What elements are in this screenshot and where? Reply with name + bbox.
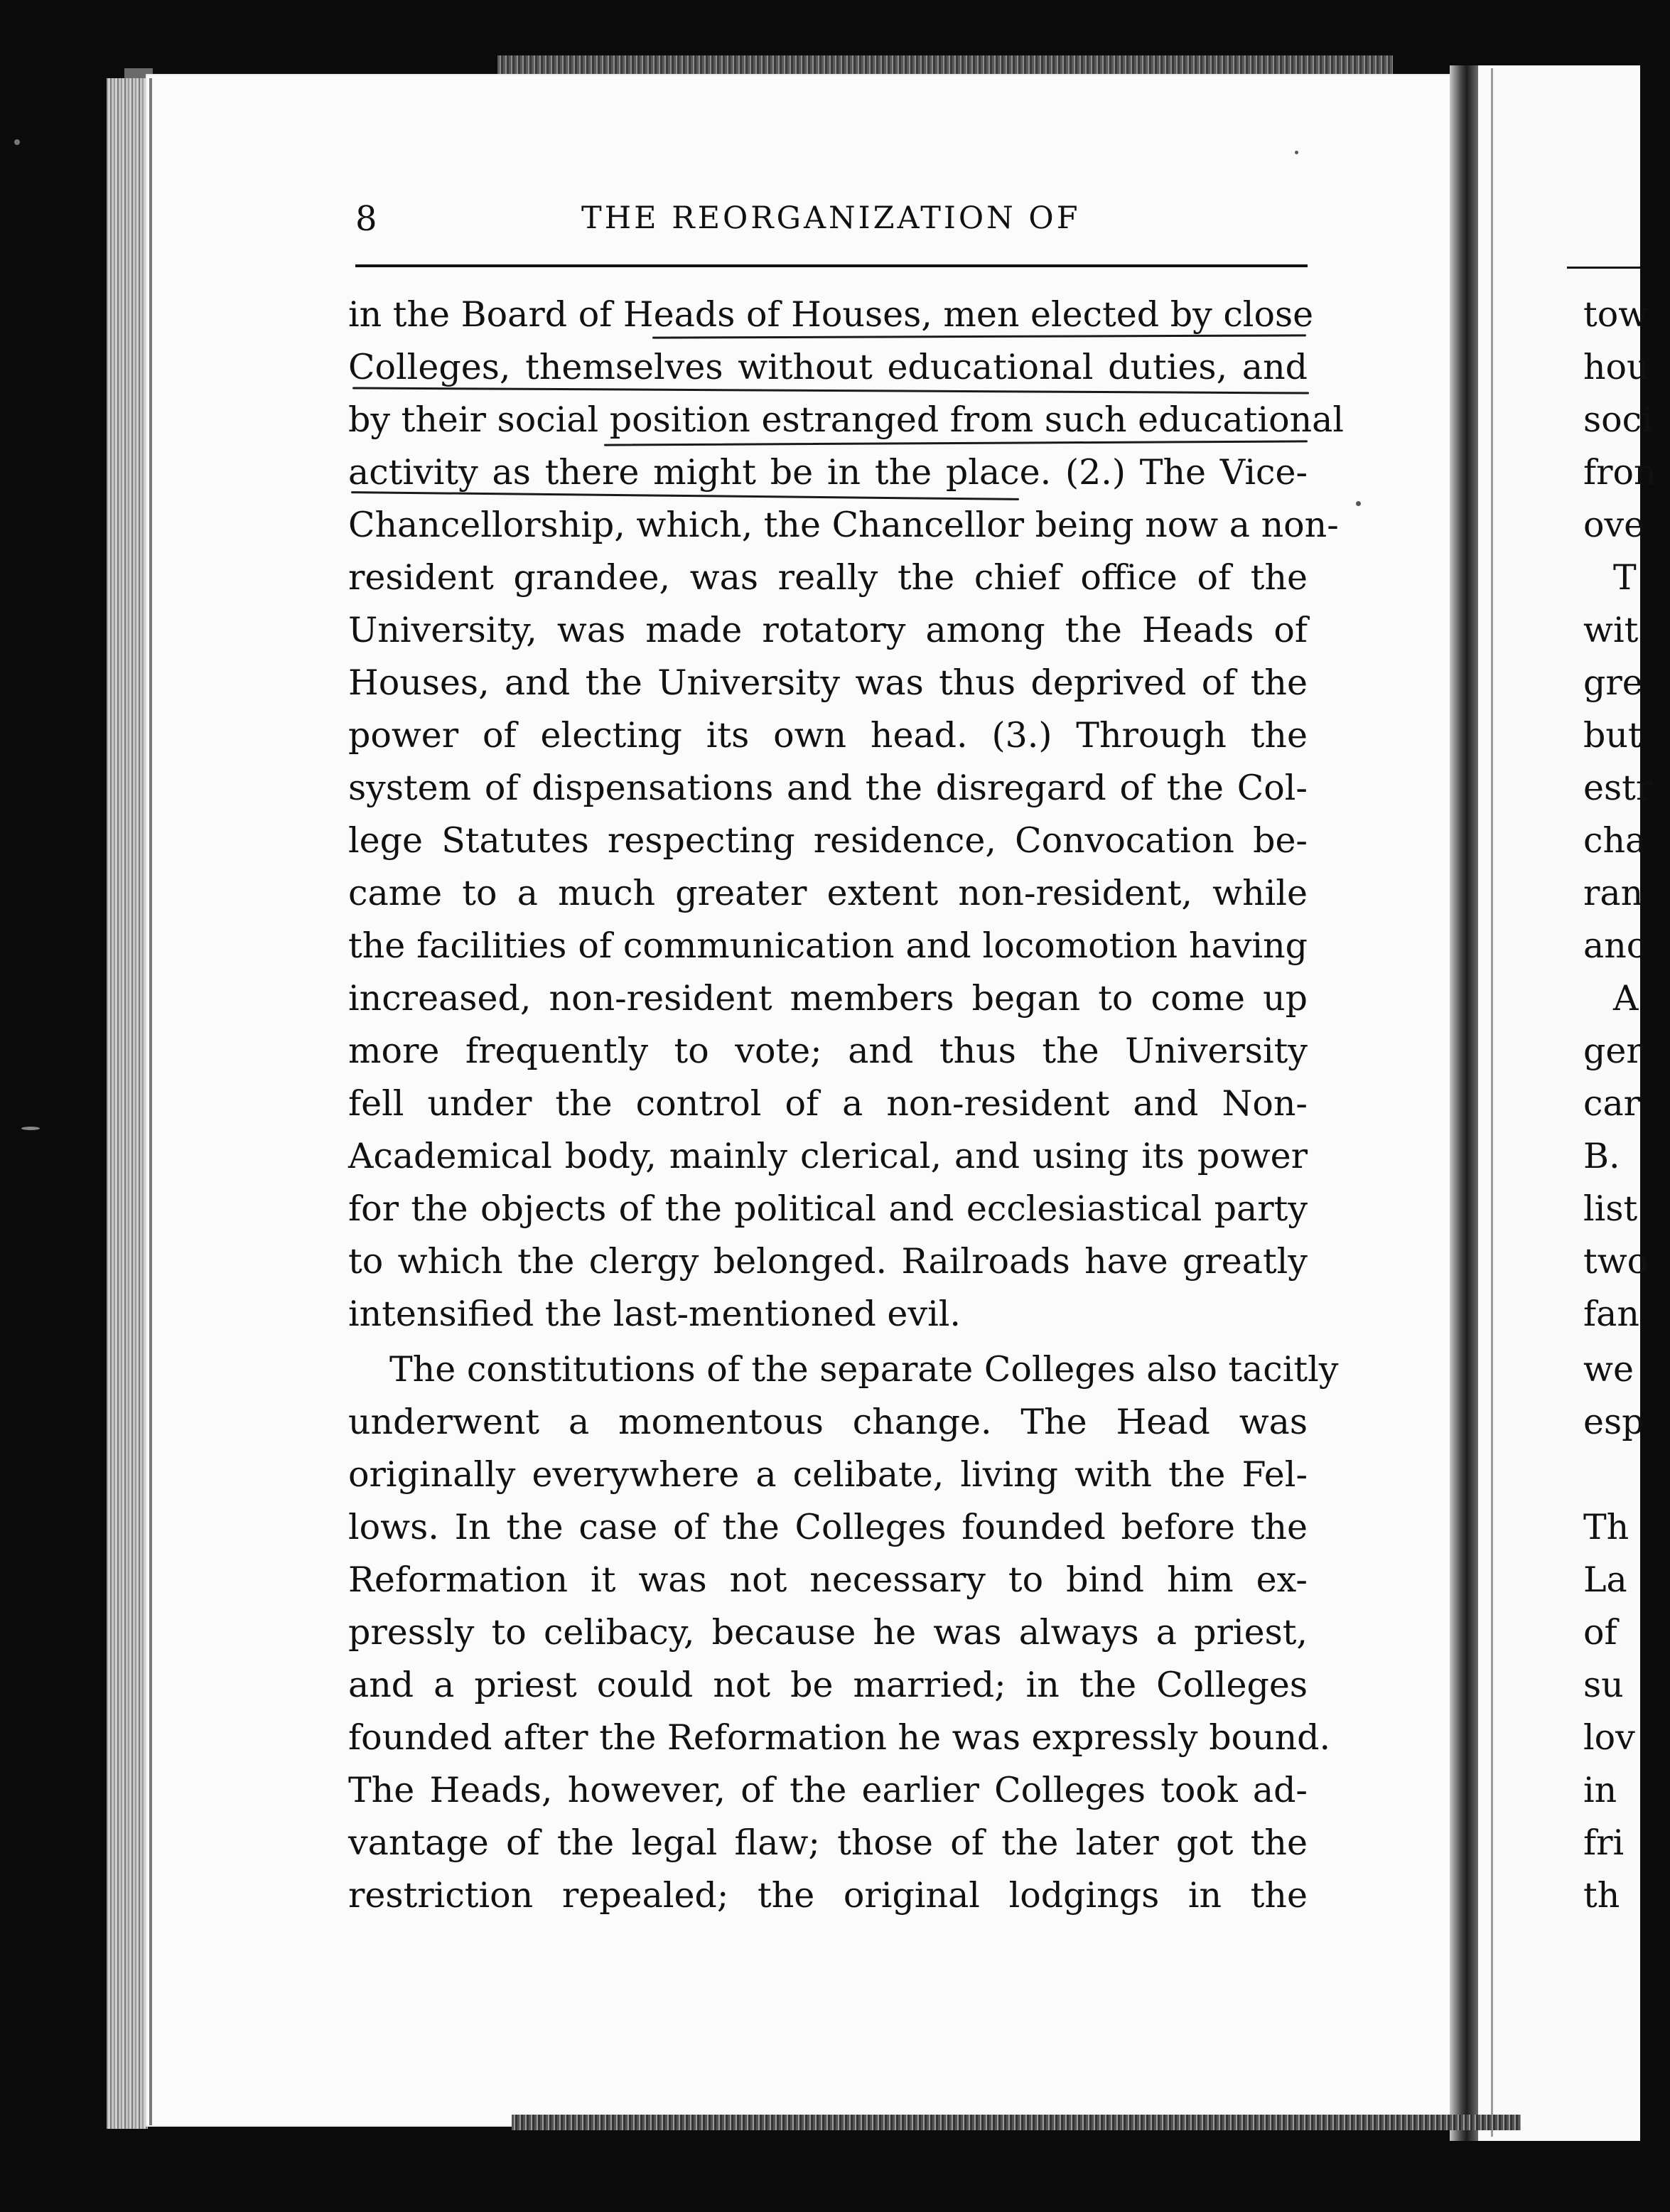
running-title: THE REORGANIZATION OF [581, 200, 1081, 236]
text-line: for the objects of the political and ecclesiastical party [348, 1188, 1308, 1229]
facing-fragment: ove [1583, 505, 1645, 545]
facing-fragment: anc [1583, 925, 1647, 966]
facing-fragment: car [1583, 1083, 1641, 1124]
text-line: more frequently to vote; and thus the University [348, 1031, 1308, 1071]
facing-fragment: ger [1583, 1031, 1643, 1071]
facing-fragment: we [1583, 1349, 1634, 1390]
text-line: intensified the last-mentioned evil. [348, 1294, 961, 1334]
text-line: Chancellorship, which, the Chancellor being now a non- [348, 505, 1339, 545]
text-line: and a priest could not be married; in the Colleges [348, 1665, 1308, 1705]
facing-fragment: two [1583, 1241, 1649, 1282]
text-line: to which the clergy belonged. Railroads have greatly [348, 1241, 1308, 1282]
text-line: increased, non-resident members began to come up [348, 978, 1308, 1019]
header-rule [355, 264, 1308, 267]
facing-fragment: in [1583, 1770, 1617, 1810]
facing-fragment: estr [1583, 768, 1653, 808]
facing-fragment: of [1583, 1612, 1617, 1653]
facing-fragment: fan [1583, 1294, 1639, 1334]
facing-fragment: ran [1583, 873, 1644, 913]
text-line: vantage of the legal flaw; those of the later got the [348, 1822, 1308, 1863]
facing-fragment: lov [1583, 1717, 1635, 1758]
text-line: in the Board of Heads of Houses, men elected by close [348, 294, 1314, 335]
facing-fragment: fron [1583, 452, 1656, 493]
text-line: resident grandee, was really the chief office of the [348, 557, 1308, 598]
facing-fragment: La [1583, 1559, 1627, 1600]
book-gutter [1450, 65, 1478, 2141]
ink-speck [1356, 501, 1361, 506]
top-page-edge [497, 55, 1393, 75]
facing-fragment: but [1583, 715, 1642, 756]
text-line: lege Statutes respecting residence, Convocation be- [348, 820, 1308, 861]
facing-fragment: fri [1583, 1822, 1625, 1863]
text-line: power of electing its own head. (3.) Through the [348, 715, 1308, 756]
facing-fragment: Th [1583, 1507, 1629, 1547]
facing-fragment: T [1613, 557, 1637, 598]
text-line: lows. In the case of the Colleges founded before the [348, 1507, 1308, 1547]
text-line: Reformation it was not necessary to bind him ex- [348, 1559, 1308, 1600]
left-page-stack [107, 78, 148, 2129]
text-line: Colleges, themselves without educational duties, and [348, 347, 1308, 387]
facing-fragment: A [1613, 978, 1639, 1019]
page-edge-line [149, 78, 152, 2125]
text-line: restriction repealed; the original lodgings in the [348, 1875, 1308, 1916]
facing-fragment: tow [1583, 294, 1649, 335]
facing-fragment: th [1583, 1875, 1620, 1916]
text-line: Houses, and the University was thus deprived of the [348, 662, 1308, 703]
ink-speck [21, 1127, 40, 1130]
facing-fragment: B. [1583, 1136, 1620, 1176]
text-line: Academical body, mainly clerical, and using its power [348, 1136, 1308, 1176]
text-line: fell under the control of a non-resident and Non- [348, 1083, 1308, 1124]
text-line: came to a much greater extent non-resident, while [348, 873, 1308, 913]
facing-fragment: su [1583, 1665, 1624, 1705]
text-line: by their social position estranged from such educational [348, 399, 1345, 440]
text-line: University, was made rotatory among the Heads of [348, 610, 1308, 650]
facing-fragment: list [1583, 1188, 1638, 1229]
facing-fragment: hou [1583, 347, 1649, 387]
facing-fragment: esp [1583, 1402, 1644, 1442]
bottom-page-edge [512, 2115, 1521, 2130]
text-line: the facilities of communication and locomotion having [348, 925, 1308, 966]
facing-fragment: wit [1583, 610, 1639, 650]
facing-page-header-rule [1567, 267, 1640, 269]
text-line: underwent a momentous change. The Head was [348, 1402, 1308, 1442]
text-line: activity as there might be in the place. (2.) The Vice- [348, 452, 1308, 493]
ink-speck [14, 139, 20, 145]
text-line: system of dispensations and the disregard of the Col- [348, 768, 1308, 808]
ink-speck [1295, 151, 1298, 154]
paragraph-start-line: The constitutions of the separate Colleges also tacitly [389, 1349, 1339, 1390]
page-number: 8 [355, 199, 377, 239]
facing-fragment: gre [1583, 662, 1643, 703]
text-line: The Heads, however, of the earlier Colleges took ad- [348, 1770, 1308, 1810]
gutter-hairline [1491, 68, 1493, 2137]
text-line: founded after the Reformation he was expressly bound. [348, 1717, 1331, 1758]
text-line: originally everywhere a celibate, living with the Fel- [348, 1454, 1308, 1495]
facing-fragment: cha [1583, 820, 1647, 861]
text-line: pressly to celibacy, because he was always a priest, [348, 1612, 1308, 1653]
facing-fragment: soci [1583, 399, 1653, 440]
